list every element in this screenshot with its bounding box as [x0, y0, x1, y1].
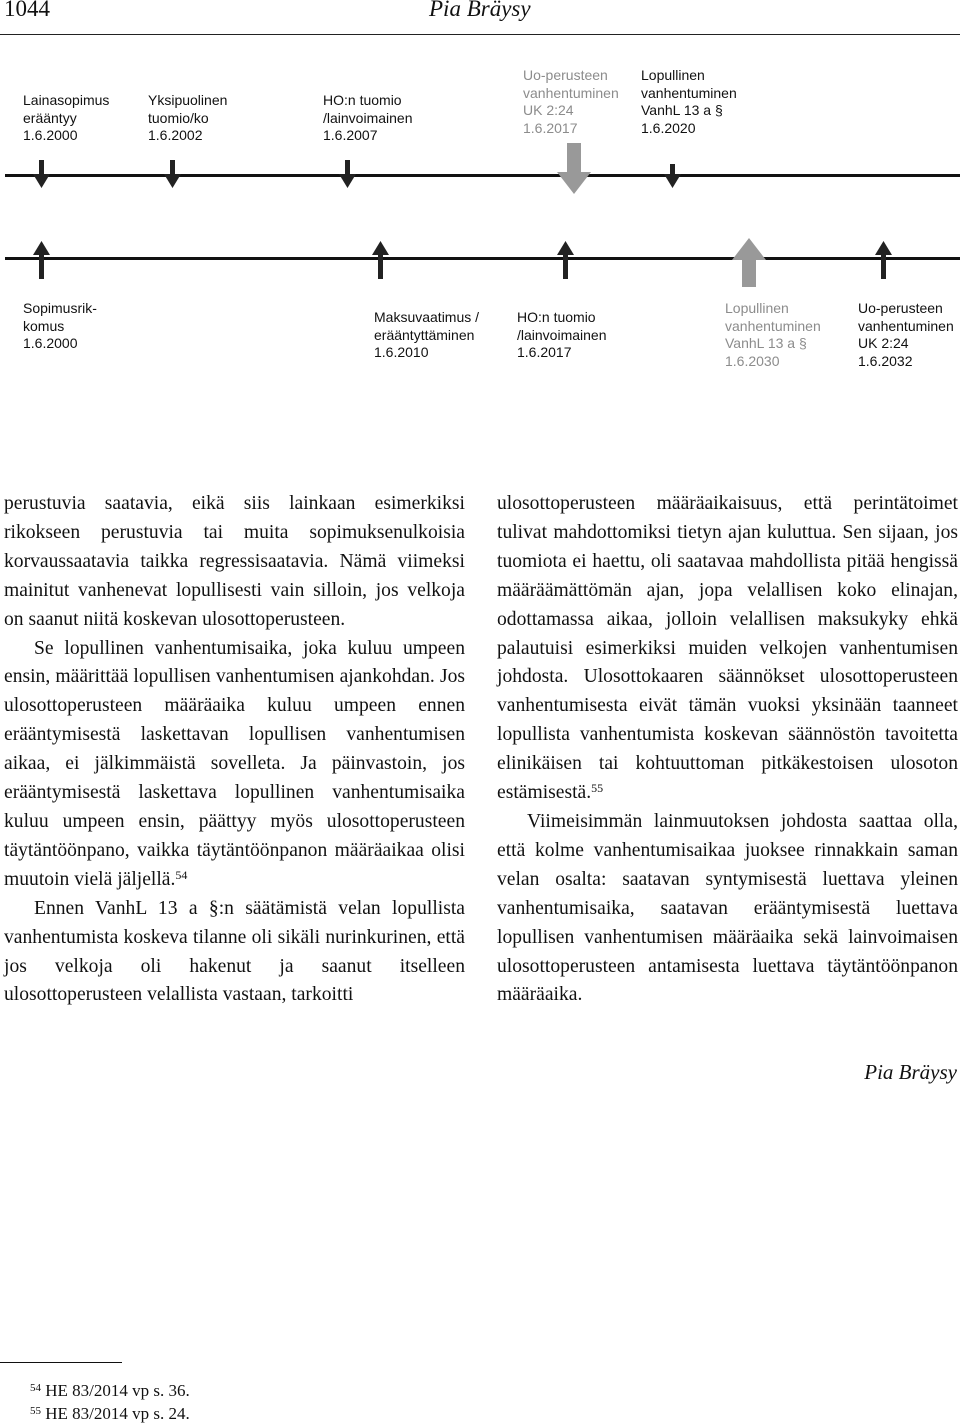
footnote-rule — [0, 1362, 122, 1363]
footnote-text: HE 83/2014 vp s. 36. — [45, 1381, 190, 1400]
timeline-bottom-label: Lopullinen vanhentuminen VanhL 13 a § 1.6.2030 — [725, 300, 821, 369]
timeline-bottom-label: Maksuvaatimus / erääntyttäminen 1.6.2010 — [374, 309, 480, 360]
timeline-top-label: HO:n tuomio /lainvoimainen 1.6.2007 — [323, 92, 413, 143]
footnote-number: 54 — [30, 1382, 41, 1394]
footnote-ref: 54 — [175, 867, 188, 882]
paragraph-text: ulosottoperusteen määräaikaisuus, että perintätoimet tulivat mahdottomiksi tietyn ajan kuluttua. Sen sijaan, jos tuomiota ei haettu, oli saatavaa mahdollista pitää hengissä määräämättömän ajan, jopa velallisen koko elinajan, odottamassa aikaa, jolloin velallisen maksukyky ehkä palautuisi esimerkiksi muiden velkojen vanhentumisen johdosta. Ulosottokaaren säännökset ulosottoperusteen vanhentumisesta eivät tämän vuoksi yksinään taanneet lopullista vanhentumista koskevan säännöstön tavoitetta elinikäisen tai kohtuuttoman pitkäkestoisen ulosoton estämisestä. — [497, 493, 958, 804]
timeline-top-label: Uo-perusteen vanhentuminen UK 2:24 1.6.2017 — [523, 67, 619, 136]
timeline-top-label: Yksipuolinen tuomio/ko 1.6.2002 — [148, 92, 228, 143]
paragraph: Ennen VanhL 13 a §:n säätämistä velan lopullista vanhentumista koskeva tilanne oli sikäli nurinkurinen, että jos velkoja oli hakenut ja saanut itselleen ulosottoperusteen velallista vastaan, tarkoitti — [4, 897, 465, 1006]
footnote-number: 55 — [30, 1405, 41, 1417]
running-author: Pia Bräysy — [429, 0, 531, 21]
paragraph: perustuvia saatavia, eikä siis lainkaan esimerkiksi rikokseen perustuvia tai muita sopimuksenulkoisia korvaussaatavia taikka regressisaatavia. Nämä viimeksi mainitut vanhenevat lopullisesti vain silloin, jos velkoja on saanut niitä koskevan ulosottoperusteen. — [4, 493, 465, 630]
up-arrow-icon — [557, 241, 574, 279]
down-arrow-icon — [664, 164, 681, 188]
timeline-bottom-label: Uo-perusteen vanhentuminen UK 2:24 1.6.2032 — [858, 300, 954, 369]
down-arrow-icon — [33, 160, 50, 188]
up-arrow-icon — [33, 241, 50, 279]
down-arrow-icon — [164, 160, 181, 188]
timeline-top-label: Lainasopimus erääntyy 1.6.2000 — [23, 92, 110, 143]
footnote — [30, 1378, 190, 1401]
body-column-right — [497, 490, 958, 1010]
timeline-arrows — [0, 0, 960, 300]
footnote-ref: 55 — [591, 781, 604, 796]
page-number: 1044 — [4, 0, 50, 21]
timeline-top-label: Lopullinen vanhentuminen VanhL 13 a § 1.6.2020 — [641, 67, 737, 136]
up-arrow-icon — [875, 241, 892, 279]
body-column-left — [4, 490, 465, 1010]
paragraph — [4, 635, 465, 895]
author-signature: Pia Bräysy — [864, 1060, 957, 1084]
up-arrow-icon — [372, 241, 389, 279]
paragraph: Viimeisimmän lainmuutoksen johdosta saattaa olla, että kolme vanhentumisaikaa juoksee rinnakkain saman velan osalta: saatavan syntymisestä luettava yleinen vanhentumisaika, saatavan erääntymisestä luettava lopullisen vanhentumisen määräaika sekä lainvoimaisen ulosottoperusteen antamisesta luettava täytäntöönpanon määräaika. — [497, 810, 958, 1006]
down-arrow-icon — [557, 143, 591, 194]
down-arrow-icon — [339, 160, 356, 188]
up-arrow-icon — [732, 238, 766, 287]
paragraph — [497, 490, 958, 808]
timeline-bottom-label: Sopimusrik- komus 1.6.2000 — [23, 300, 97, 351]
timeline-bottom-label: HO:n tuomio /lainvoimainen 1.6.2017 — [517, 309, 607, 360]
footnote — [30, 1401, 190, 1424]
footnote-text: HE 83/2014 vp s. 24. — [45, 1404, 190, 1423]
paragraph-text: Se lopullinen vanhentumisaika, joka kuluu umpeen ensin, määrittää lopullisen vanhentumisen ajankohdan. Jos ulosottoperusteen määräaika kuluu umpeen ennen erääntymisestä laskettavan lopullisen vanhentumisen aikaa, ei jälkimmäistä sovelleta. Ja päinvastoin, jos erääntymisestä laskettava lopullinen vanhentumisaika kuluu umpeen ensin, päättyy myös ulosottoperusteen täytäntöönpano, vaikka täytäntöönpanon määräaikaa olisi muutoin vielä jäljellä. — [4, 637, 465, 890]
